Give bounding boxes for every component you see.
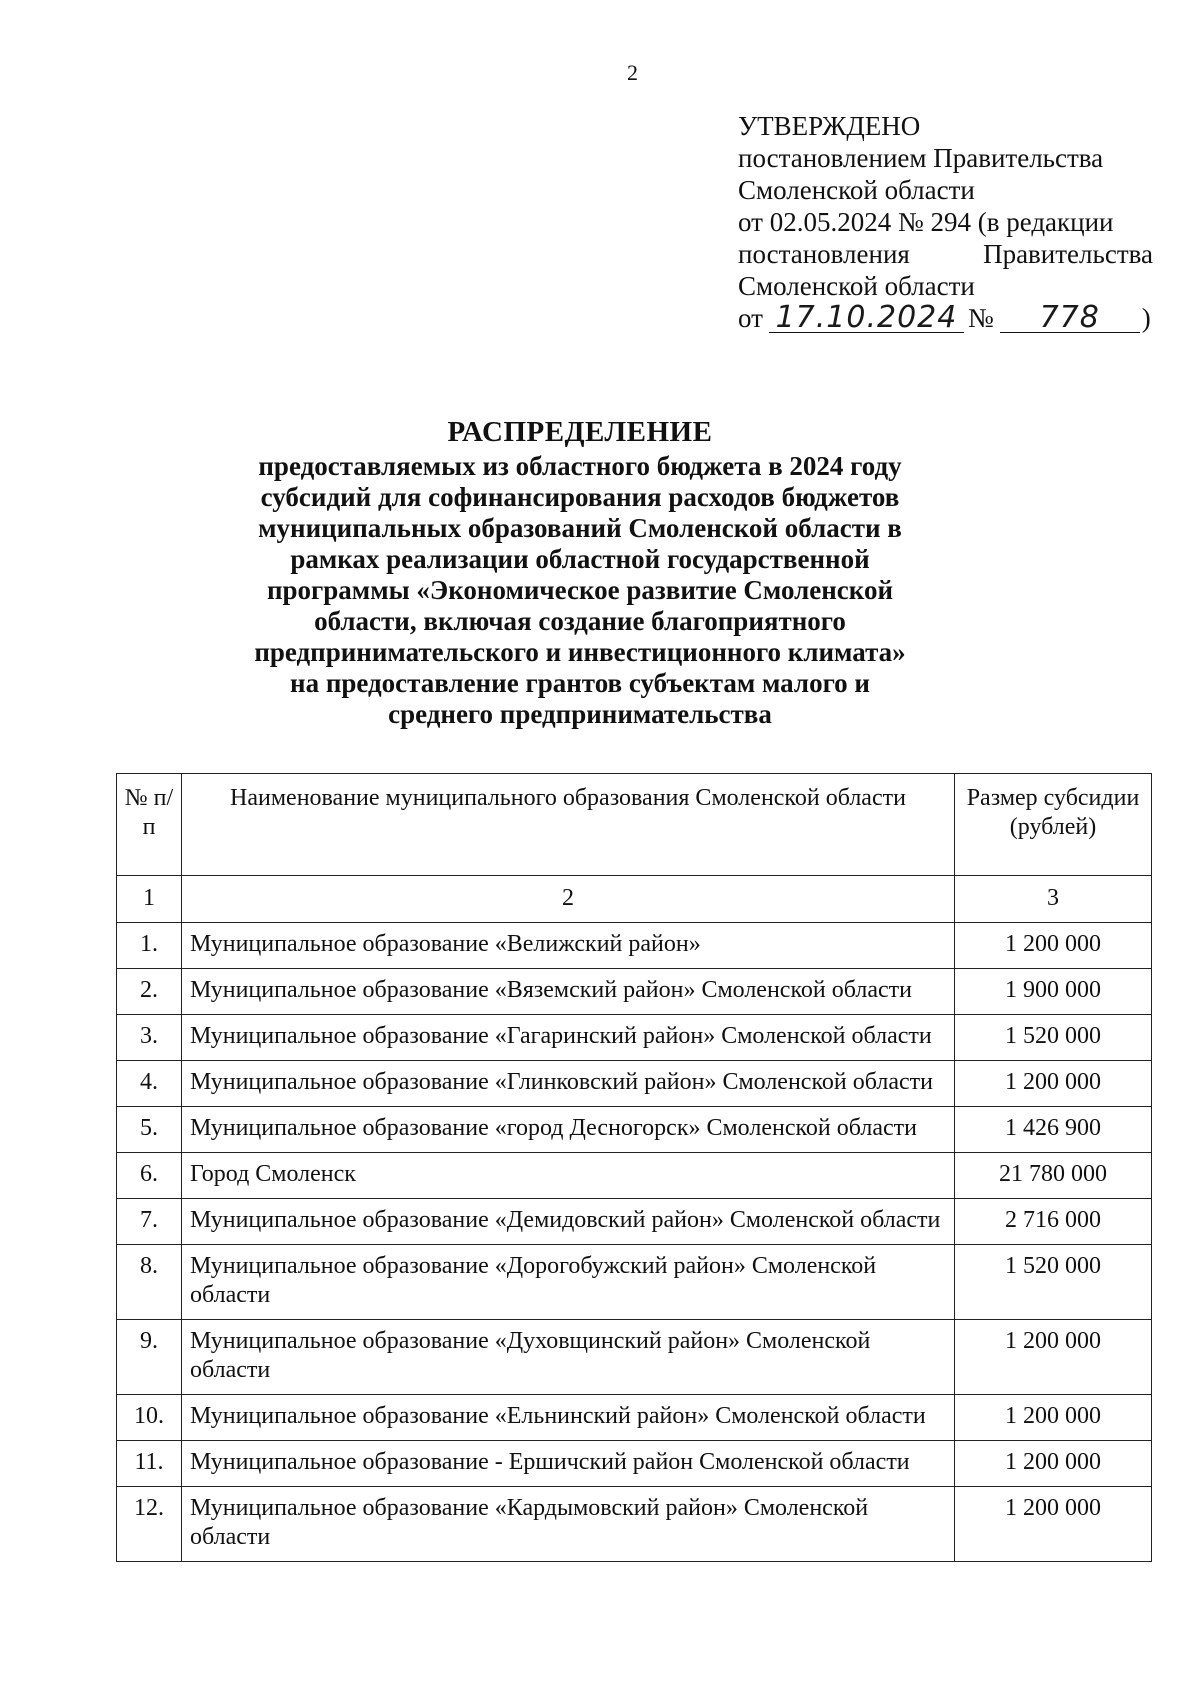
row-municipality-name: Муниципальное образование - Ершичский район Смоленской области xyxy=(182,1441,955,1487)
table-row xyxy=(117,1015,1152,1061)
handwritten-number: 778 xyxy=(1000,304,1140,333)
table-row xyxy=(117,1061,1152,1107)
subtitle-line: предоставляемых из областного бюджета в 2024 году xyxy=(258,451,902,481)
row-number: 2. xyxy=(117,969,182,1015)
table-row xyxy=(117,1245,1152,1320)
number-sign: № xyxy=(967,303,994,333)
table-row xyxy=(117,1107,1152,1153)
approval-line-3: от 02.05.2024 № 294 (в редакции xyxy=(738,207,1114,237)
row-subsidy-amount: 21 780 000 xyxy=(955,1153,1152,1199)
table-row xyxy=(117,1441,1152,1487)
row-subsidy-amount: 1 200 000 xyxy=(955,1487,1152,1562)
row-subsidy-amount: 1 200 000 xyxy=(955,923,1152,969)
row-subsidy-amount: 1 200 000 xyxy=(955,1320,1152,1395)
row-municipality-name: Муниципальное образование «Дорогобужский район» Смоленской области xyxy=(182,1245,955,1320)
column-index-1: 1 xyxy=(117,876,182,923)
approval-line-2: Смоленской области xyxy=(738,175,975,205)
document-title-block xyxy=(150,415,1010,730)
row-subsidy-amount: 1 426 900 xyxy=(955,1107,1152,1153)
table-row xyxy=(117,1320,1152,1395)
header-sum: Размер субсидии (рублей) xyxy=(955,774,1152,876)
row-municipality-name: Город Смоленск xyxy=(182,1153,955,1199)
row-municipality-name: Муниципальное образование «Вяземский район» Смоленской области xyxy=(182,969,955,1015)
column-index-2: 2 xyxy=(182,876,955,923)
row-number: 5. xyxy=(117,1107,182,1153)
row-municipality-name: Муниципальное образование «Гагаринский район» Смоленской области xyxy=(182,1015,955,1061)
table-row xyxy=(117,1487,1152,1562)
row-municipality-name: Муниципальное образование «Велижский район» xyxy=(182,923,955,969)
subtitle-line: на предоставление грантов субъектам малого и xyxy=(290,668,870,698)
row-number: 1. xyxy=(117,923,182,969)
document-title: РАСПРЕДЕЛЕНИЕ xyxy=(447,416,713,448)
table-row xyxy=(117,1395,1152,1441)
subsidies-table xyxy=(116,773,1152,1562)
approval-line-4-left: постановления xyxy=(738,239,910,269)
column-index-3: 3 xyxy=(955,876,1152,923)
subtitle-line: муниципальных образований Смоленской области в xyxy=(258,513,902,543)
row-subsidy-amount: 2 716 000 xyxy=(955,1199,1152,1245)
row-municipality-name: Муниципальное образование «Ельнинский район» Смоленской области xyxy=(182,1395,955,1441)
row-number: 4. xyxy=(117,1061,182,1107)
row-municipality-name: Муниципальное образование «город Десногорск» Смоленской области xyxy=(182,1107,955,1153)
row-subsidy-amount: 1 520 000 xyxy=(955,1015,1152,1061)
row-number: 8. xyxy=(117,1245,182,1320)
header-num: № п/п xyxy=(117,774,182,876)
approval-stamp xyxy=(738,110,1153,334)
closing-paren: ) xyxy=(1141,303,1151,333)
approval-amendment-line xyxy=(738,302,1153,334)
row-number: 3. xyxy=(117,1015,182,1061)
approval-heading: УТВЕРЖДЕНО xyxy=(738,111,921,141)
row-subsidy-amount: 1 200 000 xyxy=(955,1061,1152,1107)
subtitle-line: программы «Экономическое развитие Смоленской xyxy=(266,575,894,605)
table-row xyxy=(117,1153,1152,1199)
row-subsidy-amount: 1 200 000 xyxy=(955,1441,1152,1487)
column-index-row xyxy=(117,876,1152,923)
approval-line-4-right: Правительства xyxy=(983,239,1153,269)
row-municipality-name: Муниципальное образование «Духовщинский район» Смоленской области xyxy=(182,1320,955,1395)
approval-from-label: от xyxy=(738,303,763,333)
row-municipality-name: Муниципальное образование «Глинковский район» Смоленской области xyxy=(182,1061,955,1107)
subtitle-line: среднего предпринимательства xyxy=(388,699,772,729)
row-subsidy-amount: 1 520 000 xyxy=(955,1245,1152,1320)
row-municipality-name: Муниципальное образование «Кардымовский район» Смоленской области xyxy=(182,1487,955,1562)
table-row xyxy=(117,1199,1152,1245)
row-municipality-name: Муниципальное образование «Демидовский район» Смоленской области xyxy=(182,1199,955,1245)
table-header-row xyxy=(117,774,1152,876)
page-number: 2 xyxy=(627,60,638,85)
row-subsidy-amount: 1 200 000 xyxy=(955,1395,1152,1441)
subtitle-line: области, включая создание благоприятного xyxy=(314,606,846,636)
row-number: 12. xyxy=(117,1487,182,1562)
approval-line-1: постановлением Правительства xyxy=(738,143,1104,173)
subtitle-line: рамках реализации областной государственной xyxy=(290,544,870,574)
row-number: 7. xyxy=(117,1199,182,1245)
table-row xyxy=(117,923,1152,969)
subtitle-line: субсидий для софинансирования расходов бюджетов xyxy=(260,482,900,512)
document-subtitle xyxy=(150,451,1010,730)
approval-line-5: Смоленской области xyxy=(738,271,975,301)
row-number: 6. xyxy=(117,1153,182,1199)
approval-line-4 xyxy=(738,238,1153,270)
handwritten-date: 17.10.2024 xyxy=(769,304,964,333)
row-number: 9. xyxy=(117,1320,182,1395)
row-subsidy-amount: 1 900 000 xyxy=(955,969,1152,1015)
table-row xyxy=(117,969,1152,1015)
header-name: Наименование муниципального образования Смоленской области xyxy=(182,774,955,876)
row-number: 10. xyxy=(117,1395,182,1441)
subtitle-line: предпринимательского и инвестиционного климата» xyxy=(254,637,906,667)
row-number: 11. xyxy=(117,1441,182,1487)
